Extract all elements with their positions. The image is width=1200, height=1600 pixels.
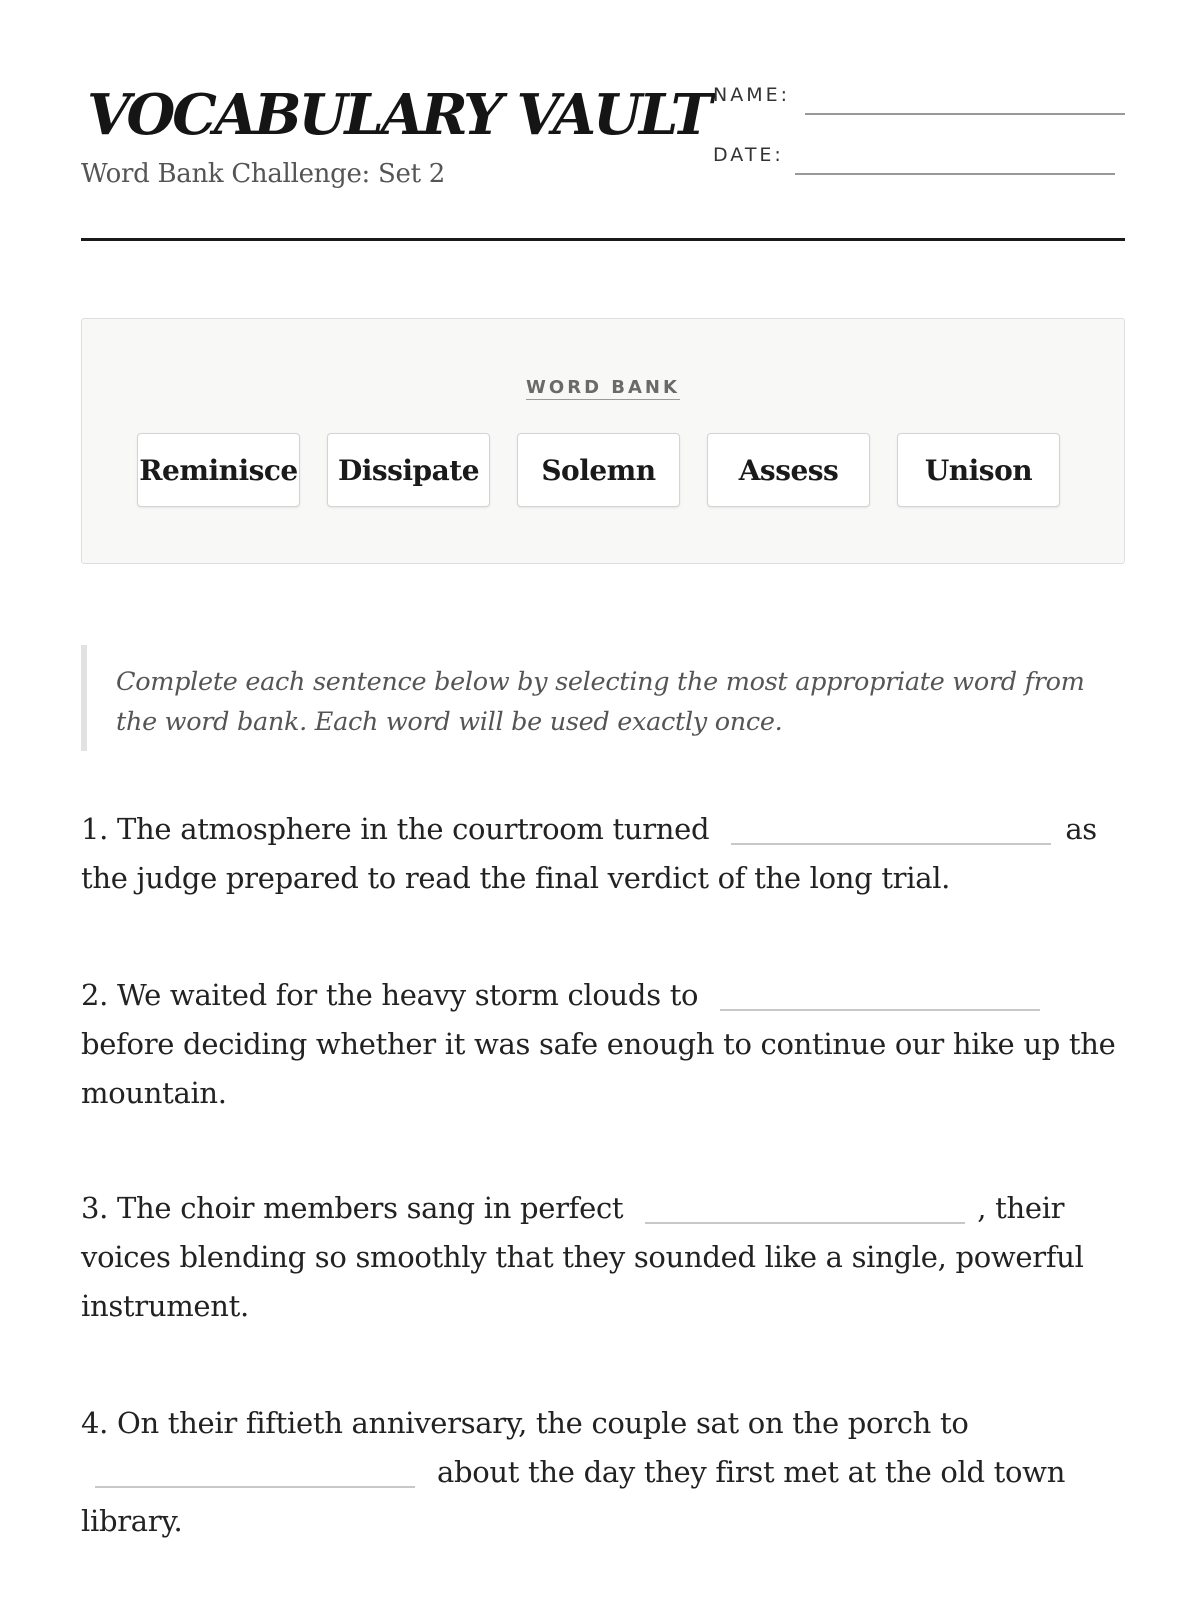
- question-2-line-1: [81, 971, 1131, 1020]
- question-4-line-1: [81, 1399, 1131, 1448]
- question-3-line-1: [81, 1184, 1131, 1233]
- question-text-before: The choir members sang in perfect: [117, 1191, 624, 1225]
- question-text-after: , their: [977, 1191, 1065, 1225]
- instructions-callout: Complete each sentence below by selecting the most appropriate word from the word bank. Each word will be used exactly once.: [81, 645, 1121, 751]
- question-text-after-blank: about the day they first met at the old town: [437, 1455, 1066, 1489]
- word-bank-list: [137, 433, 1060, 507]
- name-input-line[interactable]: [805, 113, 1125, 115]
- question-text-before: On their fiftieth anniversary, the couple sat on the porch to: [117, 1406, 969, 1440]
- worksheet-subtitle: Word Bank Challenge: Set 2: [81, 159, 445, 189]
- word-chip-dissipate[interactable]: Dissipate: [327, 433, 490, 507]
- question-4: [81, 1399, 1131, 1546]
- word-bank-title: [82, 377, 1124, 400]
- question-3-line-2: voices blending so smoothly that they sounded like a single, powerful: [81, 1240, 1084, 1274]
- question-text-after: as: [1065, 812, 1097, 846]
- word-chip-solemn[interactable]: Solemn: [517, 433, 680, 507]
- question-2-line-2: before deciding whether it was safe enough to continue our hike up the: [81, 1027, 1116, 1061]
- worksheet-title: VOCABULARY VAULT: [87, 82, 710, 148]
- word-chip-reminisce[interactable]: Reminisce: [137, 433, 300, 507]
- question-3-line-3: instrument.: [81, 1289, 249, 1323]
- answer-blank-1[interactable]: [731, 813, 1051, 845]
- question-text-before: We waited for the heavy storm clouds to: [117, 978, 699, 1012]
- question-number: 3.: [81, 1191, 109, 1225]
- date-label: DATE:: [713, 144, 784, 166]
- answer-blank-2[interactable]: [720, 979, 1040, 1011]
- question-4-line-2: [81, 1448, 1131, 1497]
- question-1: [81, 805, 1131, 903]
- question-4-line-3: library.: [81, 1504, 183, 1538]
- question-3: [81, 1184, 1131, 1331]
- word-chip-assess[interactable]: Assess: [707, 433, 870, 507]
- word-bank-title-text: WORD BANK: [526, 377, 680, 398]
- question-1-line-1: [81, 805, 1131, 854]
- question-number: 4.: [81, 1406, 109, 1440]
- question-number: 2.: [81, 978, 109, 1012]
- question-text-before: The atmosphere in the courtroom turned: [117, 812, 710, 846]
- date-input-line[interactable]: [795, 173, 1115, 175]
- question-number: 1.: [81, 812, 109, 846]
- worksheet-page: [81, 0, 1125, 1538]
- worksheet-header: [81, 0, 1125, 241]
- question-2: [81, 971, 1131, 1118]
- question-2-line-3: mountain.: [81, 1076, 227, 1110]
- answer-blank-4[interactable]: [95, 1456, 415, 1488]
- name-label: NAME:: [713, 84, 791, 106]
- answer-blank-3[interactable]: [645, 1192, 965, 1224]
- question-1-line-2: the judge prepared to read the final verdict of the long trial.: [81, 861, 951, 895]
- word-chip-unison[interactable]: Unison: [897, 433, 1060, 507]
- word-bank-panel: [81, 318, 1125, 564]
